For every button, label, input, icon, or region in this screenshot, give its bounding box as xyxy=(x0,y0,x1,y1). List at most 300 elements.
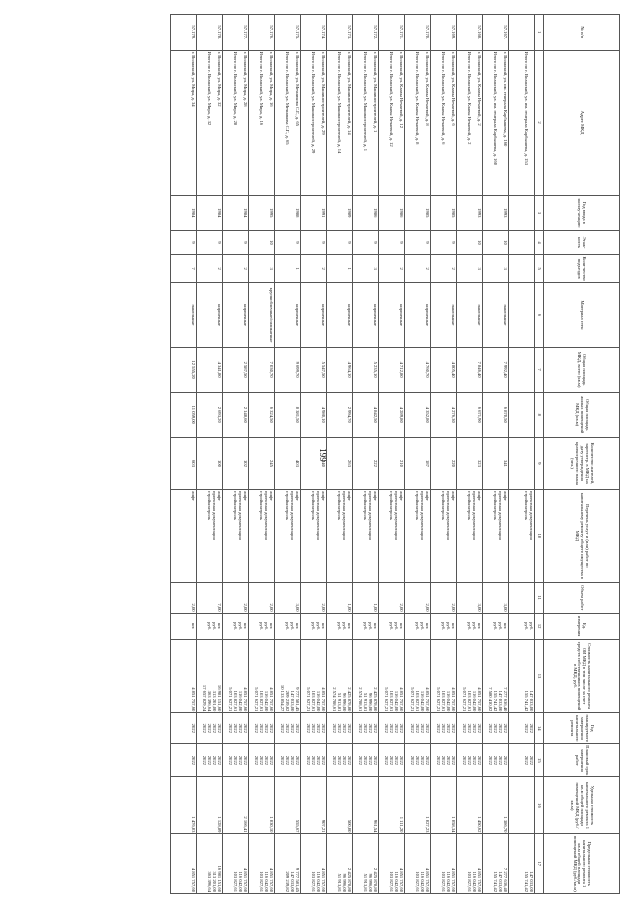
cell-cost xyxy=(431,639,457,713)
table-row xyxy=(249,15,275,894)
cell-floors: 9 xyxy=(171,231,197,255)
cell-floors: 10 xyxy=(483,231,509,255)
cell-line: руб. xyxy=(238,622,244,631)
cell-line: руб. xyxy=(212,622,218,631)
cell-line: 155 741,42 xyxy=(524,871,530,892)
cell-line: руб. xyxy=(290,622,296,631)
cell-addr xyxy=(249,50,275,195)
cell-entr: 2 xyxy=(431,254,457,283)
cell-line: г. Волжский, ул. им. генерала Карбышева, д. 160 xyxy=(503,51,509,147)
cell-wall: кирпичные xyxy=(379,283,405,347)
cell-line: 2022 xyxy=(259,755,265,765)
cell-line: 2022 xyxy=(493,755,499,765)
cell-line: руб. xyxy=(363,622,369,631)
cell-wall: кирпичные xyxy=(275,283,301,347)
cell-entr: 3 xyxy=(483,254,509,283)
cell-floors: 10 xyxy=(249,231,275,255)
cell-spec: 907,21 xyxy=(301,777,327,834)
cell-line: 2022 xyxy=(425,723,431,733)
cell-cost xyxy=(275,639,301,713)
cell-line: руб. xyxy=(420,622,426,631)
cell-line: 2022 xyxy=(446,755,452,765)
cell-line: 2022 xyxy=(243,755,249,765)
cell-line: 2022 xyxy=(415,723,421,733)
table-row xyxy=(457,15,483,894)
table-row xyxy=(353,15,379,894)
cell-cost xyxy=(509,639,535,713)
cell-entr: 1 xyxy=(275,254,301,283)
cell-line: 4 851 757,60 xyxy=(399,867,405,892)
cell-wall: панельные xyxy=(431,283,457,347)
column-header: Стоимость капитального ремонта ОИ МКД в том числе за счет средств собственников помещений в МКД, руб. xyxy=(544,639,620,713)
cell-line: 2022 xyxy=(279,723,285,733)
cell-line: лифт xyxy=(269,491,275,501)
cell-line: 2022 xyxy=(279,755,285,765)
cell-line: Итого по г. Волжский, ул. Клавы Нечаевой, д. 8 xyxy=(415,51,421,145)
cell-line: 2022 xyxy=(389,755,395,765)
cell-line: 103 827,61 xyxy=(415,871,421,892)
cell-line: 2 425 878,80 xyxy=(373,687,379,712)
cell-entr: 2 xyxy=(301,254,327,283)
column-header: Общая площадь МКД, всего (кв.м) xyxy=(544,347,620,392)
cell-line: руб. xyxy=(337,622,343,631)
cell-y2 xyxy=(171,744,197,777)
cell-line: 147 033,00 xyxy=(498,871,504,892)
cell-line: 4 851 757,60 xyxy=(451,687,457,712)
cell-line: 2022 xyxy=(337,723,343,733)
cell-line: 2022 xyxy=(285,723,291,733)
table-row xyxy=(405,15,431,894)
table-row xyxy=(379,15,405,894)
cell-line: 2 425 878,80 xyxy=(347,867,353,892)
cell-addr xyxy=(457,50,483,195)
cell-line: шт. xyxy=(217,622,223,630)
cell-line xyxy=(528,52,533,194)
cell-limit xyxy=(249,834,275,894)
cell-line: 2022 xyxy=(233,755,239,765)
cell-line: 51 913,81 xyxy=(363,873,369,892)
cell-y1 xyxy=(431,713,457,744)
cell-area: 5 547,50 xyxy=(301,347,327,392)
cell-line: 103 827,61 xyxy=(233,690,239,712)
column-number: 7 xyxy=(535,347,544,392)
cell-y2 xyxy=(223,744,249,777)
cell-line: шт. xyxy=(503,622,509,630)
cell-line: 2022 xyxy=(264,723,270,733)
cell-line: стройконтроль xyxy=(441,491,447,520)
column-header: Этаж-ность xyxy=(544,231,620,255)
cell-people: 187 xyxy=(405,437,431,489)
cell-line: проектная документация xyxy=(420,491,426,540)
cell-line: 2022 xyxy=(321,723,327,733)
cell-line: 2022 xyxy=(425,755,431,765)
cell-line: Итого по г. Волжский, ул. Машиностроителей, д. 1 xyxy=(363,51,369,152)
cell-line: проектная документация xyxy=(238,491,244,540)
cell-line: 51 913,81 xyxy=(337,873,343,892)
cell-people: 220 xyxy=(431,437,457,489)
cell-spec: 2 166,41 xyxy=(223,777,249,834)
cell-line: 2022 xyxy=(487,723,493,733)
cell-people xyxy=(509,437,535,489)
cell-line: 96 996,00 xyxy=(368,692,374,712)
cell-line: 2022 xyxy=(295,723,301,733)
cell-cost xyxy=(379,639,405,713)
cell-line: лифт xyxy=(503,491,509,501)
cell-spec: 1 128,89 xyxy=(197,777,223,834)
cell-vol: 2,00 xyxy=(171,582,197,613)
cell-line: 5 071 627,21 xyxy=(409,687,415,712)
cell-line: г. Волжский, ул. Мечникова С.Г., д. 65 xyxy=(295,51,301,126)
cell-line: 103 827,61 xyxy=(389,871,395,892)
cell-spec: 1 450,62 xyxy=(457,777,483,834)
cell-works xyxy=(327,490,353,583)
cell-line: 2022 xyxy=(373,723,379,733)
cell-line: 147 033,00 xyxy=(290,871,296,892)
column-header: Общая площадь жилых помещений МКД (кв.м) xyxy=(544,392,620,437)
cell-line: 2022 xyxy=(420,723,426,733)
cell-line: 2022 xyxy=(207,723,213,733)
cell-cost xyxy=(405,639,431,713)
cell-line: 2022 xyxy=(217,723,223,733)
column-number: 6 xyxy=(535,283,544,347)
cell-line: проектная документация xyxy=(212,491,218,540)
cell-line: проектная документация xyxy=(342,491,348,540)
cell-line: 5 071 627,21 xyxy=(227,687,233,712)
cell-line: 2022 xyxy=(451,723,457,733)
cell-line: 116 042,00 xyxy=(264,690,270,712)
cell-addr xyxy=(275,50,301,195)
column-header: Количество жителей, зарегистр. в МКД на дату утверждения краткосрочного плана (чел.) xyxy=(544,437,620,489)
cell-spec: 961,54 xyxy=(353,777,379,834)
cell-num: 57.179. xyxy=(171,15,197,51)
cell-line: 2022 xyxy=(201,755,207,765)
cell-line: Итого по г. Волжский, ул. Клавы Нечаевой, д. 6 xyxy=(441,51,447,145)
cell-num: 57.175. xyxy=(275,15,301,51)
cell-line: 2022 xyxy=(394,723,400,733)
cell-line: 2 574 788,61 xyxy=(331,687,337,712)
column-number: 5 xyxy=(535,254,544,283)
cell-line: 2022 xyxy=(337,755,343,765)
cell-people: 210 xyxy=(379,437,405,489)
cell-line: 103 827,61 xyxy=(441,690,447,712)
cell-y1 xyxy=(223,713,249,744)
cell-wall: кирпичные xyxy=(223,283,249,347)
cell-line: стройконтроль xyxy=(467,491,473,520)
cell-people: 102 xyxy=(223,437,249,489)
cell-line: шт. xyxy=(191,622,197,630)
cell-line: 2022 xyxy=(461,723,467,733)
column-number: 11 xyxy=(535,582,544,613)
cell-line: 2022 xyxy=(477,755,483,765)
cell-line: 155 741,42 xyxy=(493,690,499,712)
cell-line: 4 851 757,60 xyxy=(321,867,327,892)
cell-line: Итого по г. Волжский, ул. Клавы Нечаевой, д. 2 xyxy=(467,51,473,145)
cell-vol: 3,00 xyxy=(457,582,483,613)
cell-unit xyxy=(249,613,275,639)
cell-floors: 9 xyxy=(327,231,353,255)
column-header: Удельная стоимость капитального ремонта 1 кв.м общей площади помещений МКД (руб./кв.м) xyxy=(544,777,620,834)
cell-year: 1988 xyxy=(275,195,301,231)
cell-line: 155 741,42 xyxy=(524,690,530,712)
cell-line: 4 851 757,60 xyxy=(477,867,483,892)
cell-line: 103 827,61 xyxy=(415,690,421,712)
cell-line: проектная документация xyxy=(446,491,452,540)
cell-y1 xyxy=(327,713,353,744)
cell-line: шт. xyxy=(295,622,301,630)
cell-people: 240 xyxy=(301,437,327,489)
cell-line: 2022 xyxy=(503,755,509,765)
cell-unit xyxy=(509,613,535,639)
cell-line: лифт xyxy=(373,491,379,501)
cell-y1 xyxy=(275,713,301,744)
cell-line: 2022 xyxy=(409,723,415,733)
cell-line: 2022 xyxy=(420,755,426,765)
cell-line: 363 396,64 xyxy=(207,690,213,712)
cell-line: 147 033,00 xyxy=(529,690,535,712)
table-row xyxy=(431,15,457,894)
table-row xyxy=(223,15,249,894)
cell-line: Итого по г. Волжский, ул. Машиностроителей, д. 14 xyxy=(337,51,343,154)
cell-line: 2022 xyxy=(498,723,504,733)
cell-line: 5 071 627,21 xyxy=(461,687,467,712)
cell-entr xyxy=(509,254,535,283)
cell-line: 116 042,00 xyxy=(446,871,452,892)
cell-line: 51 913,81 xyxy=(363,692,369,712)
cell-floors: 9 xyxy=(301,231,327,255)
column-number: 12 xyxy=(535,613,544,639)
cell-line: 4 851 757,60 xyxy=(477,687,483,712)
cell-line: 2022 xyxy=(389,723,395,733)
cell-cost xyxy=(171,639,197,713)
cell-y2 xyxy=(405,744,431,777)
cell-line: 4 851 757,60 xyxy=(269,867,275,892)
cell-line: 2 425 878,80 xyxy=(347,687,353,712)
cell-unit xyxy=(379,613,405,639)
column-number: 3 xyxy=(535,195,544,231)
cell-line: Итого по г. Волжский, ул. им. генерала Карбышева, д. 153 xyxy=(524,51,530,166)
cell-line: стройконтроль xyxy=(524,491,530,520)
cell-y2 xyxy=(483,744,509,777)
cell-limit xyxy=(431,834,457,894)
cell-line: стройконтроль xyxy=(311,491,317,520)
column-number: 16 xyxy=(535,777,544,834)
table-row xyxy=(171,15,197,894)
cell-y2 xyxy=(197,744,223,777)
column-header: Плановый срок завершения работ xyxy=(544,744,620,777)
cell-line: 116 042,00 xyxy=(472,871,478,892)
cell-y1 xyxy=(353,713,379,744)
cell-area: 4 805,40 xyxy=(431,347,457,392)
cell-line: г. Волжский, ул. Клавы Нечаевой, д. 6 xyxy=(451,51,457,126)
cell-spec xyxy=(509,777,535,834)
cell-line: 96 996,00 xyxy=(342,692,348,712)
cell-line: 2022 xyxy=(357,755,363,765)
cell-line: 2022 xyxy=(498,755,504,765)
cell-vol: 2,00 xyxy=(249,582,275,613)
cell-wall: крупноблочные/силикатные xyxy=(249,283,275,347)
cell-line: г. Волжский, ул. Мира, д. 28 xyxy=(243,51,249,107)
cell-line: 116 042,00 xyxy=(394,871,400,892)
cell-line: 116 042,00 xyxy=(316,690,322,712)
cell-y2 xyxy=(457,744,483,777)
cell-people: 100 xyxy=(197,437,223,489)
cell-y1 xyxy=(301,713,327,744)
cell-line: 2022 xyxy=(383,723,389,733)
capital-repair-table xyxy=(170,14,620,894)
cell-line: 4 851 757,60 xyxy=(425,687,431,712)
cell-y1 xyxy=(379,713,405,744)
cell-line: 2022 xyxy=(227,723,233,733)
cell-living xyxy=(509,392,535,437)
cell-limit xyxy=(509,834,535,894)
cell-line: 2022 xyxy=(394,755,400,765)
cell-unit xyxy=(197,613,223,639)
cell-limit xyxy=(379,834,405,894)
cell-vol xyxy=(509,582,535,613)
cell-area: 7 992,40 xyxy=(483,347,509,392)
cell-line: лифт xyxy=(321,491,327,501)
cell-works xyxy=(275,490,301,583)
cell-line: руб. xyxy=(446,622,452,631)
cell-year: 1995 xyxy=(249,195,275,231)
cell-line: руб. xyxy=(316,622,322,631)
cell-living: 4 980,10 xyxy=(301,392,327,437)
cell-line: 7 277 636,40 xyxy=(503,867,509,892)
cell-line: 2022 xyxy=(409,755,415,765)
cell-y1 xyxy=(483,713,509,744)
cell-line: 313 201,00 xyxy=(212,690,218,712)
cell-addr xyxy=(483,50,509,195)
cell-line: 2022 xyxy=(264,755,270,765)
cell-line: шт. xyxy=(243,622,249,630)
cell-line: стройконтроль xyxy=(363,491,369,520)
cell-living: 8 381,50 xyxy=(275,392,301,437)
column-number: 14 xyxy=(535,713,544,744)
cell-wall: кирпичные xyxy=(301,283,327,347)
cell-spec: 1 027,23 xyxy=(405,777,431,834)
cell-year: 1986 xyxy=(353,195,379,231)
cell-line: г. Волжский, ул. Машиностроителей, д. 14 xyxy=(347,51,353,135)
cell-limit xyxy=(171,834,197,894)
cell-line: 2022 xyxy=(212,723,218,733)
cell-line: 96 996,00 xyxy=(368,873,374,892)
cell-line: 2022 xyxy=(451,755,457,765)
column-header: Перечень услуг и (или) работ по капитальному ремонту общего имущества в МКД xyxy=(544,490,620,583)
table-row xyxy=(275,15,301,894)
cell-line: проектная документация xyxy=(394,491,400,540)
cell-line: 2022 xyxy=(363,723,369,733)
cell-line: руб. xyxy=(259,622,265,631)
column-number: 13 xyxy=(535,639,544,713)
cell-line: лифт xyxy=(451,491,457,501)
cell-line: 2022 xyxy=(373,755,379,765)
cell-line: руб. xyxy=(415,622,421,631)
cell-line: Итого по г. Волжский, ул. им. генерала Карбышева, д. 160 xyxy=(493,51,499,166)
cell-num: 57.173. xyxy=(327,15,353,51)
cell-line: 103 827,61 xyxy=(389,690,395,712)
cell-line: 2022 xyxy=(311,755,317,765)
cell-wall: панельные xyxy=(483,283,509,347)
cell-line: 2022 xyxy=(347,755,353,765)
cell-entr: 3 xyxy=(249,254,275,283)
cell-line: 2022 xyxy=(311,723,317,733)
cell-area: 7 846,40 xyxy=(457,347,483,392)
cell-line: 2022 xyxy=(305,755,311,765)
cell-works xyxy=(483,490,509,583)
cell-line: 2022 xyxy=(269,723,275,733)
cell-line: руб. xyxy=(524,622,530,631)
cell-works xyxy=(249,490,275,583)
cell-line: руб. xyxy=(368,622,374,631)
cell-line: руб. xyxy=(233,622,239,631)
cell-spec: 1 386,70 xyxy=(483,777,509,834)
cell-line: 2022 xyxy=(529,723,535,733)
cell-line: 2022 xyxy=(305,723,311,733)
column-header: Ед. измерения xyxy=(544,613,620,639)
cell-line: 7 277 636,40 xyxy=(503,687,509,712)
cell-vol: 7,00 xyxy=(197,582,223,613)
cell-line: 4 851 757,60 xyxy=(425,867,431,892)
cell-entr: 1 xyxy=(327,254,353,283)
cell-line: 4 851 757,60 xyxy=(451,867,457,892)
cell-line: 4 851 757,60 xyxy=(243,867,249,892)
cell-line: руб. xyxy=(529,622,535,631)
cell-year: 1985 xyxy=(431,195,457,231)
cell-works xyxy=(353,490,379,583)
cell-line: шт. xyxy=(425,622,431,630)
cell-year: 1984 xyxy=(171,195,197,231)
cell-line: стройконтроль xyxy=(389,491,395,520)
column-header: Материал стен xyxy=(544,283,620,347)
cell-line: шт. xyxy=(477,622,483,630)
cell-cost xyxy=(249,639,275,713)
page-number: 199 xyxy=(318,448,328,462)
cell-living: 4 842,50 xyxy=(353,392,379,437)
cell-num: 57.178. xyxy=(197,15,223,51)
cell-line: стройконтроль xyxy=(493,491,499,520)
column-number: 17 xyxy=(535,834,544,894)
cell-cost xyxy=(483,639,509,713)
cell-line: 2022 xyxy=(191,723,197,733)
cell-line: проектная документация xyxy=(368,491,374,540)
cell-limit xyxy=(275,834,301,894)
cell-line: стройконтроль xyxy=(337,491,343,520)
cell-living: 6 324,50 xyxy=(249,392,275,437)
cell-area: 4 341,80 xyxy=(197,347,223,392)
cell-line: 116 042,00 xyxy=(316,871,322,892)
cell-line: руб. xyxy=(342,622,348,631)
cell-num: 57.172. xyxy=(353,15,379,51)
cell-line: лифт xyxy=(477,491,483,501)
cell-line: 2022 xyxy=(253,755,259,765)
cell-cost xyxy=(223,639,249,713)
cell-area: 9 699,70 xyxy=(275,347,301,392)
cell-num: 57.170. xyxy=(405,15,431,51)
cell-unit xyxy=(275,613,301,639)
cell-line: 103 827,61 xyxy=(467,690,473,712)
cell-line: руб. xyxy=(467,622,473,631)
cell-floors: 10 xyxy=(457,231,483,255)
cell-line: 116 042,00 xyxy=(238,690,244,712)
cell-spec: 1 058,34 xyxy=(431,777,457,834)
cell-works xyxy=(431,490,457,583)
cell-y2 xyxy=(379,744,405,777)
cell-line: 147 033,00 xyxy=(498,690,504,712)
column-number: 2 xyxy=(535,50,544,195)
cell-line: 96 996,00 xyxy=(342,873,348,892)
cell-spec: 1 111,20 xyxy=(379,777,405,834)
cell-line: 2022 xyxy=(201,723,207,733)
